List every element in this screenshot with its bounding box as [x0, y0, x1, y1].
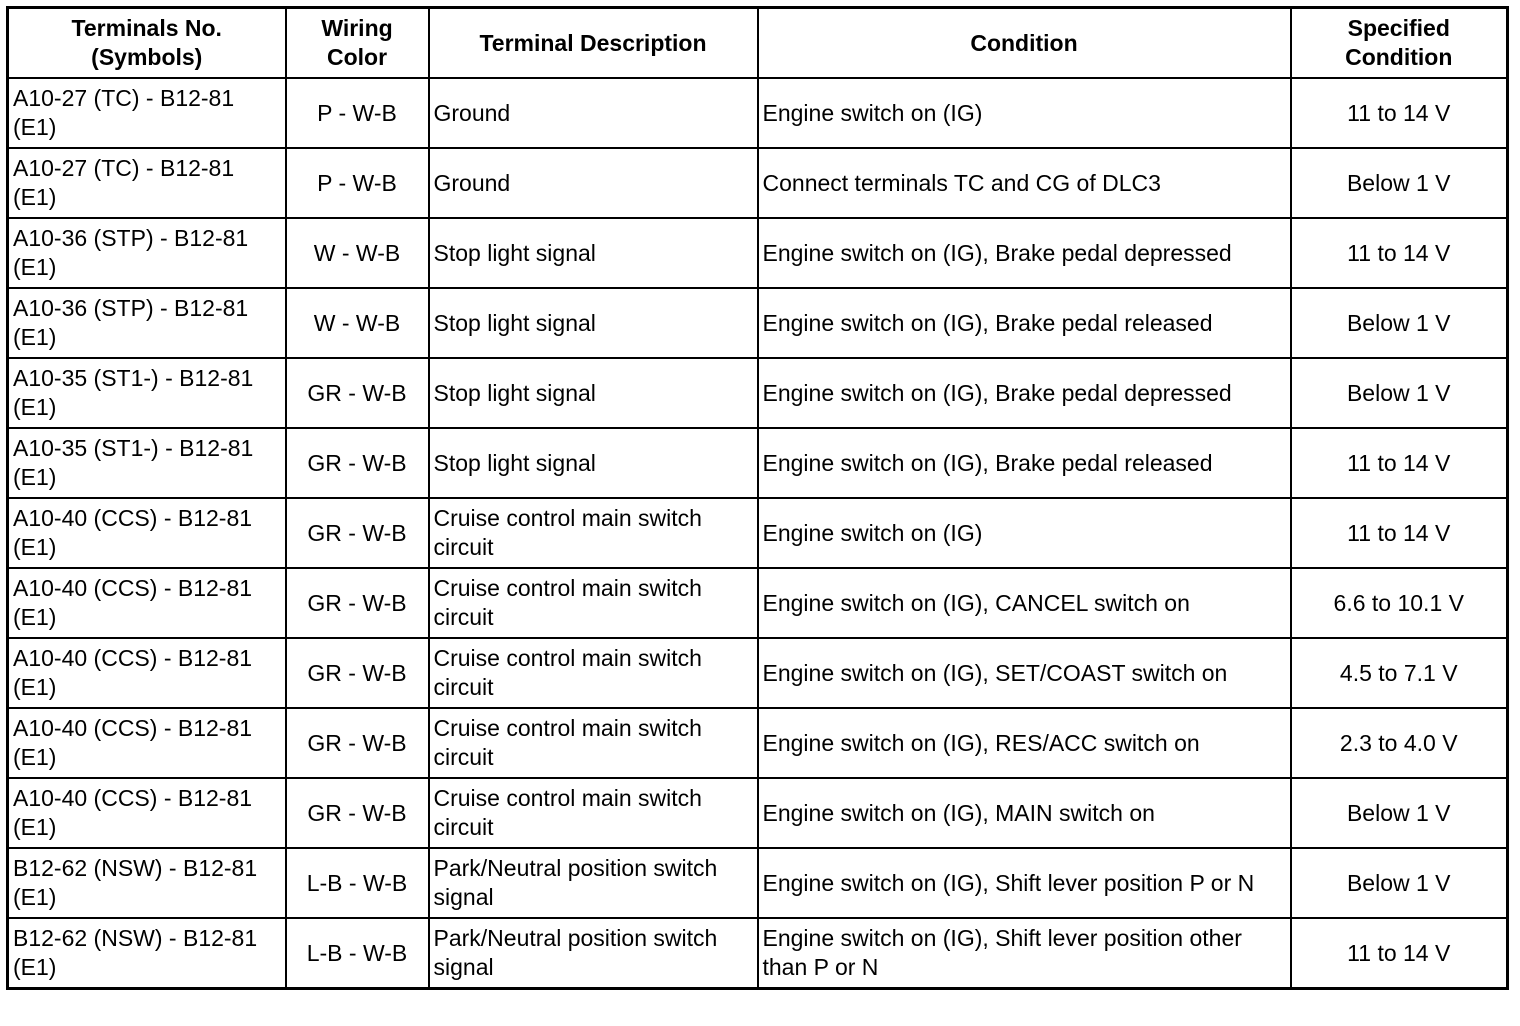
cell-condition: Connect terminals TC and CG of DLC3	[758, 148, 1291, 218]
cell-terminal-description: Stop light signal	[429, 358, 758, 428]
table-row	[8, 848, 1508, 918]
header-row	[8, 8, 1508, 79]
header-terminal-description: Terminal Description	[429, 8, 758, 79]
cell-terminal-description: Cruise control main switch circuit	[429, 568, 758, 638]
cell-wiring-color: W - W-B	[286, 288, 429, 358]
cell-terminals: A10-40 (CCS) - B12-81 (E1)	[8, 708, 286, 778]
cell-specified-condition: Below 1 V	[1291, 848, 1508, 918]
cell-terminal-description: Cruise control main switch circuit	[429, 708, 758, 778]
cell-specified-condition: 11 to 14 V	[1291, 218, 1508, 288]
cell-condition: Engine switch on (IG), Brake pedal released	[758, 428, 1291, 498]
header-terminals: Terminals No. (Symbols)	[8, 8, 286, 79]
cell-specified-condition: 2.3 to 4.0 V	[1291, 708, 1508, 778]
cell-terminal-description: Park/Neutral position switch signal	[429, 918, 758, 989]
cell-condition: Engine switch on (IG), MAIN switch on	[758, 778, 1291, 848]
table-row	[8, 778, 1508, 848]
cell-terminal-description: Cruise control main switch circuit	[429, 638, 758, 708]
cell-terminals: A10-27 (TC) - B12-81 (E1)	[8, 78, 286, 148]
terminal-specification-sheet	[6, 6, 1509, 990]
cell-terminals: A10-36 (STP) - B12-81 (E1)	[8, 218, 286, 288]
cell-terminals: A10-35 (ST1-) - B12-81 (E1)	[8, 358, 286, 428]
cell-condition: Engine switch on (IG)	[758, 78, 1291, 148]
cell-terminals: A10-40 (CCS) - B12-81 (E1)	[8, 638, 286, 708]
cell-condition: Engine switch on (IG)	[758, 498, 1291, 568]
cell-specified-condition: 11 to 14 V	[1291, 498, 1508, 568]
cell-wiring-color: L-B - W-B	[286, 848, 429, 918]
header-condition: Condition	[758, 8, 1291, 79]
cell-wiring-color: GR - W-B	[286, 638, 429, 708]
cell-specified-condition: 4.5 to 7.1 V	[1291, 638, 1508, 708]
cell-terminal-description: Ground	[429, 148, 758, 218]
table-header	[8, 8, 1508, 79]
cell-condition: Engine switch on (IG), Brake pedal released	[758, 288, 1291, 358]
cell-terminals: A10-40 (CCS) - B12-81 (E1)	[8, 778, 286, 848]
cell-wiring-color: GR - W-B	[286, 498, 429, 568]
cell-specified-condition: Below 1 V	[1291, 778, 1508, 848]
cell-terminals: A10-40 (CCS) - B12-81 (E1)	[8, 568, 286, 638]
cell-specified-condition: Below 1 V	[1291, 358, 1508, 428]
table-row	[8, 918, 1508, 989]
cell-specified-condition: 11 to 14 V	[1291, 918, 1508, 989]
header-specified-condition: Specified Condition	[1291, 8, 1508, 79]
cell-wiring-color: P - W-B	[286, 148, 429, 218]
cell-terminals: A10-36 (STP) - B12-81 (E1)	[8, 288, 286, 358]
cell-condition: Engine switch on (IG), Brake pedal depressed	[758, 218, 1291, 288]
table-body	[8, 78, 1508, 989]
table-row	[8, 708, 1508, 778]
table-row	[8, 358, 1508, 428]
terminal-specification-table	[6, 6, 1509, 990]
cell-terminals: B12-62 (NSW) - B12-81 (E1)	[8, 848, 286, 918]
header-wiring-color: Wiring Color	[286, 8, 429, 79]
cell-wiring-color: GR - W-B	[286, 358, 429, 428]
table-row	[8, 638, 1508, 708]
cell-terminal-description: Stop light signal	[429, 428, 758, 498]
cell-wiring-color: GR - W-B	[286, 568, 429, 638]
cell-terminal-description: Ground	[429, 78, 758, 148]
cell-wiring-color: GR - W-B	[286, 708, 429, 778]
table-row	[8, 568, 1508, 638]
table-row	[8, 428, 1508, 498]
cell-terminals: A10-40 (CCS) - B12-81 (E1)	[8, 498, 286, 568]
cell-condition: Engine switch on (IG), CANCEL switch on	[758, 568, 1291, 638]
cell-wiring-color: L-B - W-B	[286, 918, 429, 989]
cell-terminals: B12-62 (NSW) - B12-81 (E1)	[8, 918, 286, 989]
cell-condition: Engine switch on (IG), Shift lever position other than P or N	[758, 918, 1291, 989]
table-row	[8, 218, 1508, 288]
cell-condition: Engine switch on (IG), RES/ACC switch on	[758, 708, 1291, 778]
cell-wiring-color: P - W-B	[286, 78, 429, 148]
cell-specified-condition: Below 1 V	[1291, 288, 1508, 358]
cell-terminal-description: Stop light signal	[429, 288, 758, 358]
cell-specified-condition: 11 to 14 V	[1291, 428, 1508, 498]
cell-specified-condition: Below 1 V	[1291, 148, 1508, 218]
table-row	[8, 288, 1508, 358]
cell-condition: Engine switch on (IG), Brake pedal depressed	[758, 358, 1291, 428]
cell-terminal-description: Stop light signal	[429, 218, 758, 288]
table-row	[8, 498, 1508, 568]
table-row	[8, 148, 1508, 218]
table-row	[8, 78, 1508, 148]
cell-wiring-color: W - W-B	[286, 218, 429, 288]
cell-condition: Engine switch on (IG), SET/COAST switch on	[758, 638, 1291, 708]
cell-terminal-description: Cruise control main switch circuit	[429, 498, 758, 568]
cell-terminals: A10-35 (ST1-) - B12-81 (E1)	[8, 428, 286, 498]
cell-condition: Engine switch on (IG), Shift lever position P or N	[758, 848, 1291, 918]
cell-terminals: A10-27 (TC) - B12-81 (E1)	[8, 148, 286, 218]
cell-terminal-description: Cruise control main switch circuit	[429, 778, 758, 848]
cell-wiring-color: GR - W-B	[286, 428, 429, 498]
cell-terminal-description: Park/Neutral position switch signal	[429, 848, 758, 918]
cell-wiring-color: GR - W-B	[286, 778, 429, 848]
cell-specified-condition: 6.6 to 10.1 V	[1291, 568, 1508, 638]
cell-specified-condition: 11 to 14 V	[1291, 78, 1508, 148]
